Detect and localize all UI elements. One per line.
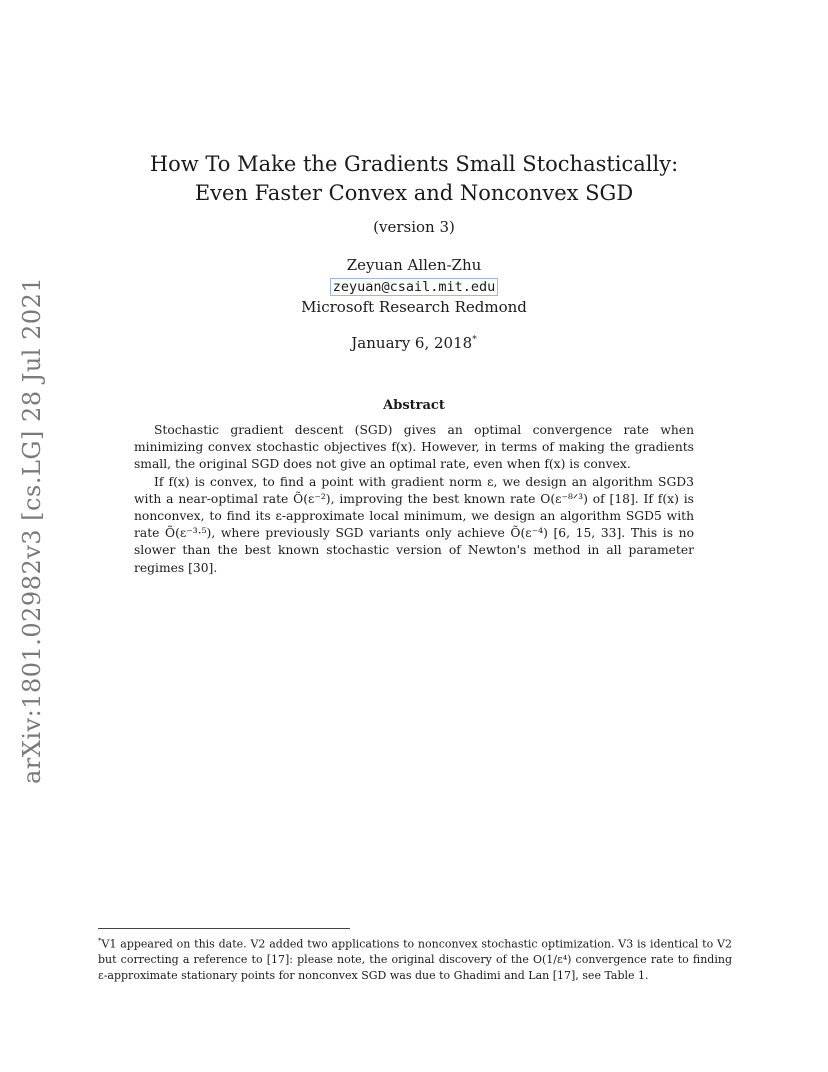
title-line-2: Even Faster Convex and Nonconvex SGD xyxy=(194,181,634,205)
abstract-heading: Abstract xyxy=(383,398,445,413)
abstract-paragraph-2: If f(x) is convex, to find a point with gradient norm ε, we design an algorithm SGD3 with a near-optimal rate Õ(ε⁻²), improving the best known rate O(ε⁻⁸ᐟ³) of [18]. If f(x) is nonconvex, to find its ε-approximate local minimum, we design an algorithm SGD5 with rate Õ(ε⁻³·⁵), where previously SGD variants only achieve Õ(ε⁻⁴) [6, 15, 33]. This is no slower than the best known stochastic version of Newton's method in all parameter regimes [30]. xyxy=(134,474,694,575)
author-affiliation: Microsoft Research Redmond xyxy=(301,298,527,316)
date-text: January 6, 2018 xyxy=(351,334,473,352)
version-label: (version 3) xyxy=(373,218,455,236)
arxiv-identifier: arXiv:1801.02982v3 [cs.LG] 28 Jul 2021 xyxy=(18,276,46,784)
paper-date xyxy=(0,334,828,352)
abstract-body xyxy=(134,422,694,577)
title-line-1: How To Make the Gradients Small Stochastically: xyxy=(149,152,679,176)
author-name: Zeyuan Allen-Zhu xyxy=(346,256,482,274)
footnote-mark: * xyxy=(98,937,102,945)
footnote-divider xyxy=(98,928,350,929)
paper-title xyxy=(0,150,828,208)
footnote xyxy=(98,934,732,983)
author-email-link[interactable]: zeyuan@csail.mit.edu xyxy=(330,278,499,296)
title-block xyxy=(0,150,828,352)
footnote-text: V1 appeared on this date. V2 added two applications to nonconvex stochastic optimization. V3 is identical to V2 but correcting a reference to [17]: please note, the original discovery of the O(1/ε⁴) convergence rate to finding ε-approximate stationary points for nonconvex SGD was due to Ghadimi and Lan [17], see Table 1. xyxy=(98,937,732,982)
abstract-paragraph-1: Stochastic gradient descent (SGD) gives an optimal convergence rate when minimizing convex stochastic objectives f(x). However, in terms of making the gradients small, the original SGD does not give an optimal rate, even when f(x) is convex. xyxy=(134,423,694,472)
date-footnote-mark[interactable]: * xyxy=(472,335,477,345)
